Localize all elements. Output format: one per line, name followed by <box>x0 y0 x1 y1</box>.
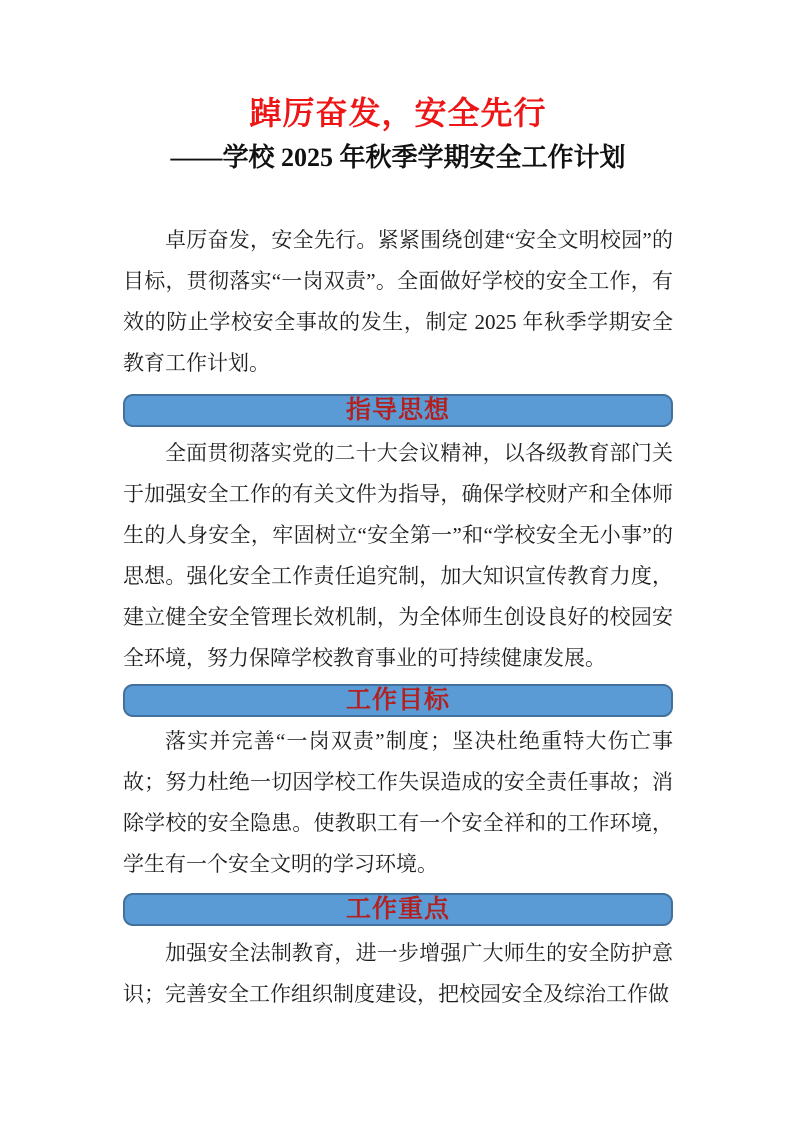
section-header-guiding-thought-label: 指导思想 <box>345 397 450 424</box>
document-title: 踔厉奋发，安全先行 <box>249 95 547 131</box>
section-header-work-goals-label: 工作目标 <box>345 687 450 714</box>
section-body-work-priorities: 加强安全法制教育，进一步增强广大师生的安全防护意识；完善安全工作组织制度建设，把校园安全及综治工作做 <box>123 941 673 1006</box>
section-header-work-goals <box>123 684 673 717</box>
document-subtitle: ——学校 2025 年秋季学期安全工作计划 <box>170 143 626 172</box>
section-header-work-priorities-label: 工作重点 <box>345 896 450 923</box>
section-header-work-priorities <box>123 893 673 926</box>
section-body-work-goals: 落实并完善“一岗双责”制度；坚决杜绝重特大伤亡事故；努力杜绝一切因学校工作失误造成的安全责任事故；消除学校的安全隐患。使教职工有一个安全祥和的工作环境，学生有一个安全文明的学习环境。 <box>123 729 673 876</box>
intro-paragraph: 卓厉奋发，安全先行。紧紧围绕创建“安全文明校园”的目标，贯彻落实“一岗双责”。全面做好学校的安全工作，有效的防止学校安全事故的发生，制定 2025 年秋季学期安全教育工作计划。 <box>123 228 673 375</box>
section-body-guiding-thought: 全面贯彻落实党的二十大会议精神，以各级教育部门关于加强安全工作的有关文件为指导，确保学校财产和全体师生的人身安全，牢固树立“安全第一”和“学校安全无小事”的思想。强化安全工作责任追究制，加大知识宣传教育力度，建立健全安全管理长效机制，为全体师生创设良好的校园安全环境，努力保障学校教育事业的可持续健康发展。 <box>123 441 673 670</box>
section-header-guiding-thought <box>123 394 673 427</box>
